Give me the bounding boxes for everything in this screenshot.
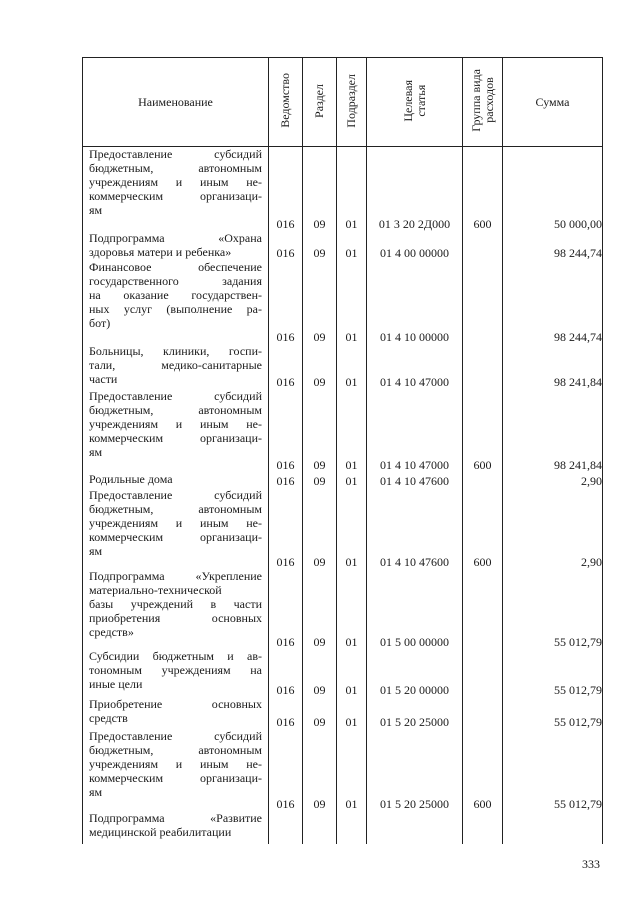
header-subsection: Подраздел <box>337 58 367 147</box>
cell-section: 09 <box>303 729 337 811</box>
cell-target: 01 5 20 25000 <box>367 697 463 729</box>
cell-target: 01 5 20 25000 <box>367 729 463 811</box>
cell-target: 01 5 20 00000 <box>367 649 463 697</box>
table-row <box>83 344 603 389</box>
name-line: тономным учреждениям на <box>89 663 262 677</box>
cell-expense-group <box>463 472 503 488</box>
header-sum: Сумма <box>503 58 603 147</box>
header-target: Целевая статья <box>367 58 463 147</box>
cell-expense-group <box>463 811 503 844</box>
cell-target: 01 4 10 47600 <box>367 472 463 488</box>
cell-name <box>83 389 269 472</box>
table-row <box>83 472 603 488</box>
name-line: части <box>89 372 118 386</box>
cell-name <box>83 472 269 488</box>
cell-section: 09 <box>303 488 337 569</box>
cell-subsection: 01 <box>337 472 367 488</box>
name-line: приобретения основных <box>89 611 262 625</box>
cell-expense-group: 600 <box>463 389 503 472</box>
name-line: Предоставление субсидий <box>89 389 262 403</box>
cell-sum: 98 244,74 <box>503 260 603 344</box>
table-row <box>83 260 603 344</box>
table-row <box>83 147 603 232</box>
cell-subsection: 01 <box>337 569 367 649</box>
cell-subsection: 01 <box>337 488 367 569</box>
cell-expense-group: 600 <box>463 147 503 232</box>
budget-table <box>82 57 603 844</box>
cell-target: 01 3 20 2Д000 <box>367 147 463 232</box>
name-line: ных услуг (выполнение ра- <box>89 302 262 316</box>
name-line: Субсидии бюджетным и ав- <box>89 649 262 663</box>
cell-section: 09 <box>303 569 337 649</box>
cell-section: 09 <box>303 697 337 729</box>
header-row <box>83 58 603 147</box>
name-line: коммерческим организаци- <box>89 189 262 203</box>
name-line: Предоставление субсидий <box>89 147 262 161</box>
cell-sum <box>503 811 603 844</box>
name-line: коммерческим организаци- <box>89 530 262 544</box>
cell-sum: 55 012,79 <box>503 697 603 729</box>
name-line: Предоставление субсидий <box>89 729 262 743</box>
name-line: бюджетным, автономным <box>89 743 262 757</box>
header-section: Раздел <box>303 58 337 147</box>
name-line: здоровья матери и ребенка» <box>89 245 232 259</box>
cell-subsection: 01 <box>337 729 367 811</box>
cell-name <box>83 649 269 697</box>
name-line: Приобретение основных <box>89 697 262 711</box>
cell-sum: 98 241,84 <box>503 389 603 472</box>
cell-dept <box>269 811 303 844</box>
name-line: государственного задания <box>89 274 262 288</box>
cell-expense-group <box>463 231 503 260</box>
cell-sum: 2,90 <box>503 488 603 569</box>
name-line: Подпрограмма «Охрана <box>89 231 262 245</box>
cell-expense-group <box>463 697 503 729</box>
name-line: Подпрограмма «Развитие <box>89 811 262 825</box>
name-line: медицинской реабилитации <box>89 825 232 839</box>
cell-expense-group <box>463 344 503 389</box>
header-dept: Ведомство <box>269 58 303 147</box>
name-line: ям <box>89 544 103 558</box>
cell-subsection <box>337 811 367 844</box>
cell-name <box>83 811 269 844</box>
cell-section: 09 <box>303 147 337 232</box>
name-line: бюджетным, автономным <box>89 502 262 516</box>
cell-sum: 98 241,84 <box>503 344 603 389</box>
name-line: средств <box>89 711 128 725</box>
cell-sum: 55 012,79 <box>503 569 603 649</box>
cell-dept: 016 <box>269 231 303 260</box>
cell-target: 01 4 10 00000 <box>367 260 463 344</box>
name-line: ям <box>89 445 103 459</box>
cell-name <box>83 569 269 649</box>
name-line: бюджетным, автономным <box>89 403 262 417</box>
table-row <box>83 231 603 260</box>
cell-expense-group <box>463 260 503 344</box>
cell-section: 09 <box>303 472 337 488</box>
cell-dept: 016 <box>269 147 303 232</box>
name-line: на оказание государствен- <box>89 288 262 302</box>
cell-dept: 016 <box>269 697 303 729</box>
cell-dept: 016 <box>269 389 303 472</box>
name-line: Финансовое обеспечение <box>89 260 262 274</box>
cell-expense-group <box>463 649 503 697</box>
table-row <box>83 697 603 729</box>
cell-sum: 55 012,79 <box>503 649 603 697</box>
cell-subsection: 01 <box>337 389 367 472</box>
header-expense-group: Группа вида расходов <box>463 58 503 147</box>
cell-name <box>83 344 269 389</box>
cell-section: 09 <box>303 649 337 697</box>
cell-expense-group: 600 <box>463 729 503 811</box>
name-line: учреждениям и иным не- <box>89 417 262 431</box>
cell-name <box>83 488 269 569</box>
cell-section: 09 <box>303 231 337 260</box>
cell-name <box>83 697 269 729</box>
cell-subsection: 01 <box>337 344 367 389</box>
cell-dept: 016 <box>269 488 303 569</box>
cell-subsection: 01 <box>337 231 367 260</box>
table-body <box>83 147 603 845</box>
cell-dept: 016 <box>269 729 303 811</box>
cell-name <box>83 260 269 344</box>
name-line: ям <box>89 785 103 799</box>
name-line: иные цели <box>89 677 143 691</box>
page-number: 333 <box>582 857 600 871</box>
cell-target: 01 4 10 47000 <box>367 389 463 472</box>
name-line: бюджетным, автономным <box>89 161 262 175</box>
cell-expense-group: 600 <box>463 488 503 569</box>
name-line: тали, медико-санитарные <box>89 358 262 372</box>
cell-sum: 55 012,79 <box>503 729 603 811</box>
cell-dept: 016 <box>269 569 303 649</box>
cell-name <box>83 729 269 811</box>
table-row <box>83 488 603 569</box>
cell-name <box>83 147 269 232</box>
name-line: средств» <box>89 625 134 639</box>
cell-dept: 016 <box>269 649 303 697</box>
name-line: материально-технической <box>89 583 222 597</box>
cell-section: 09 <box>303 389 337 472</box>
cell-section: 09 <box>303 260 337 344</box>
cell-sum: 2,90 <box>503 472 603 488</box>
name-line: учреждениям и иным не- <box>89 757 262 771</box>
name-line: коммерческим организаци- <box>89 431 262 445</box>
cell-dept: 016 <box>269 260 303 344</box>
cell-section <box>303 811 337 844</box>
cell-subsection: 01 <box>337 697 367 729</box>
name-line: Родильные дома <box>89 472 173 486</box>
table-row <box>83 729 603 811</box>
name-line: учреждениям и иным не- <box>89 516 262 530</box>
name-line: базы учреждений в части <box>89 597 262 611</box>
name-line: бот) <box>89 316 111 330</box>
cell-dept: 016 <box>269 472 303 488</box>
table-row <box>83 811 603 844</box>
table-row <box>83 649 603 697</box>
name-line: ям <box>89 203 103 217</box>
name-line: Больницы, клиники, госпи- <box>89 344 262 358</box>
cell-target <box>367 811 463 844</box>
cell-target: 01 5 00 00000 <box>367 569 463 649</box>
name-line: Подпрограмма «Укрепление <box>89 569 262 583</box>
cell-name <box>83 231 269 260</box>
cell-dept: 016 <box>269 344 303 389</box>
cell-target: 01 4 10 47600 <box>367 488 463 569</box>
table-row <box>83 389 603 472</box>
cell-target: 01 4 10 47000 <box>367 344 463 389</box>
cell-section: 09 <box>303 344 337 389</box>
cell-subsection: 01 <box>337 260 367 344</box>
cell-subsection: 01 <box>337 649 367 697</box>
name-line: учреждениям и иным не- <box>89 175 262 189</box>
name-line: коммерческим организаци- <box>89 771 262 785</box>
table-row <box>83 569 603 649</box>
cell-sum: 98 244,74 <box>503 231 603 260</box>
cell-subsection: 01 <box>337 147 367 232</box>
cell-expense-group <box>463 569 503 649</box>
header-name: Наименование <box>83 58 269 147</box>
name-line: Предоставление субсидий <box>89 488 262 502</box>
cell-target: 01 4 00 00000 <box>367 231 463 260</box>
cell-sum: 50 000,00 <box>503 147 603 232</box>
